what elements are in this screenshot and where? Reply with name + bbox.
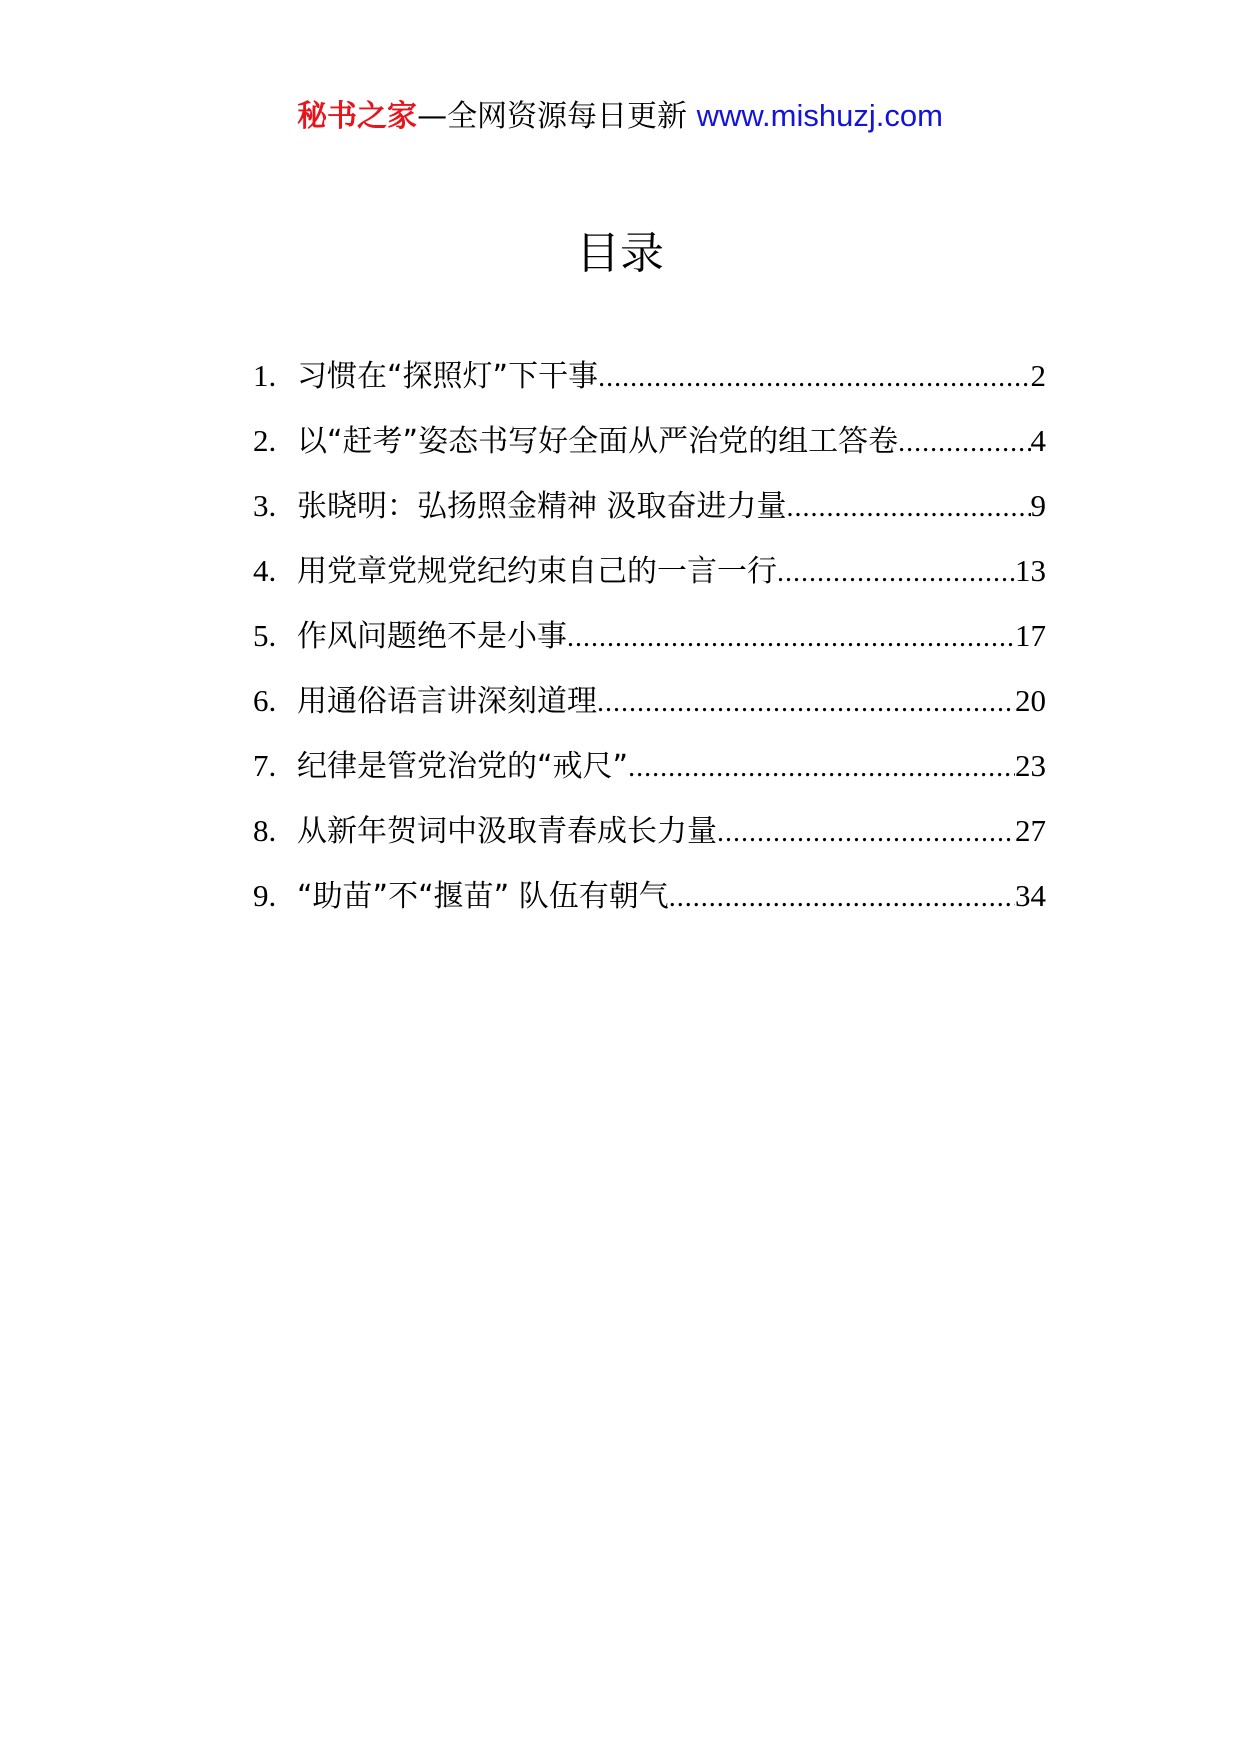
toc-entry-page: 17 <box>1015 618 1046 653</box>
toc-entry-page: 20 <box>1015 683 1046 718</box>
toc-entry-title: 习惯在“探照灯”下干事 <box>297 359 599 394</box>
toc-dot-leader <box>717 813 1015 853</box>
toc-entry[interactable] <box>253 876 1046 941</box>
toc-entry-title: 用通俗语言讲深刻道理 <box>297 684 597 719</box>
page-title: 目录 <box>576 228 664 279</box>
toc-entry-page: 23 <box>1015 748 1046 783</box>
toc-entry-number: 1. <box>253 358 277 393</box>
site-header <box>0 96 1240 137</box>
toc-dot-leader <box>628 748 1015 788</box>
toc-entry-number: 4. <box>253 553 277 588</box>
toc-entry-page: 4 <box>1030 423 1046 458</box>
brand-name: 秘书之家 <box>297 99 418 134</box>
toc-entry-title: 从新年贺词中汲取青春成长力量 <box>297 814 717 849</box>
toc-entry-page: 34 <box>1015 878 1046 913</box>
toc-entry-title: 纪律是管党治党的“戒尺” <box>297 749 629 784</box>
toc-entry-number: 5. <box>253 618 277 653</box>
table-of-contents <box>253 356 1046 941</box>
toc-entry-page: 9 <box>1030 488 1046 523</box>
toc-entry-page: 13 <box>1015 553 1046 588</box>
toc-entry-title: 用党章党规党纪约束自己的一言一行 <box>297 554 777 589</box>
toc-dot-leader <box>777 553 1015 593</box>
toc-dot-leader <box>669 878 1015 918</box>
site-url-link[interactable]: www.mishuzj.com <box>696 98 943 133</box>
toc-entry[interactable] <box>253 811 1046 876</box>
toc-entry[interactable] <box>253 356 1046 421</box>
header-tagline: —全网资源每日更新 <box>417 99 697 134</box>
toc-entry-title: 张晓明：弘扬照金精神 汲取奋进力量 <box>297 489 787 524</box>
toc-entry[interactable] <box>253 616 1046 681</box>
toc-entry-number: 8. <box>253 813 277 848</box>
toc-entry-title: “助苗”不“揠苗” 队伍有朝气 <box>297 879 669 914</box>
toc-entry-number: 7. <box>253 748 277 783</box>
toc-dot-leader <box>567 618 1015 658</box>
toc-entry-title: 作风问题绝不是小事 <box>297 619 567 654</box>
toc-entry-page: 2 <box>1030 358 1046 393</box>
toc-entry-number: 3. <box>253 488 277 523</box>
toc-dot-leader <box>898 423 1030 463</box>
toc-entry-number: 2. <box>253 423 277 458</box>
toc-dot-leader <box>787 488 1031 528</box>
toc-entry[interactable] <box>253 551 1046 616</box>
toc-entry[interactable] <box>253 746 1046 811</box>
toc-entry[interactable] <box>253 486 1046 551</box>
toc-entry-number: 6. <box>253 683 277 718</box>
toc-entry-page: 27 <box>1015 813 1046 848</box>
toc-entry[interactable] <box>253 681 1046 746</box>
toc-entry-title: 以“赶考”姿态书写好全面从严治党的组工答卷 <box>297 424 899 459</box>
toc-entry[interactable] <box>253 421 1046 486</box>
toc-dot-leader <box>597 683 1015 723</box>
toc-entry-number: 9. <box>253 878 277 913</box>
toc-dot-leader <box>598 358 1030 398</box>
